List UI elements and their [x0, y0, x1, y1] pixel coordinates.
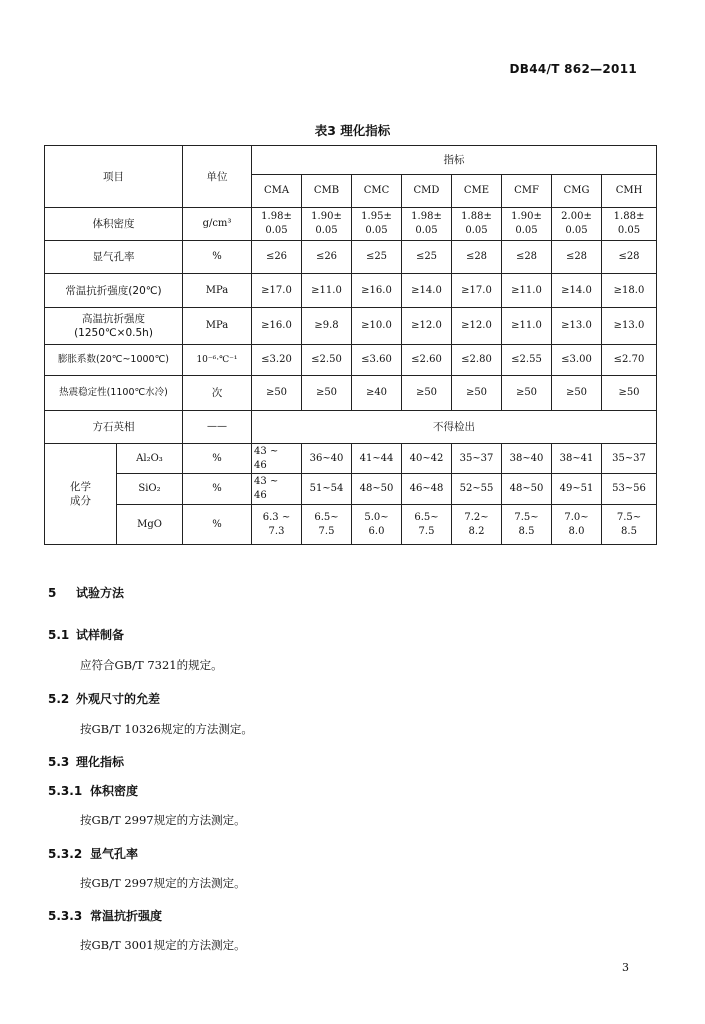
- standard-code: DB44/T 862—2011: [509, 62, 637, 76]
- row-value: ≥13.0: [552, 308, 602, 345]
- row-value: ≥50: [302, 376, 352, 411]
- section-number: 5.3: [48, 755, 70, 769]
- row-value: ≥50: [402, 376, 452, 411]
- section-title: 显气孔率: [90, 847, 139, 861]
- row-value: 51~54: [302, 474, 352, 505]
- table-row: [45, 376, 657, 411]
- table-row: [45, 208, 657, 241]
- table-header-row: [45, 146, 657, 175]
- section-5-2-heading: [48, 690, 160, 707]
- section-number: 5.2: [48, 692, 70, 706]
- row-value: ≥40: [352, 376, 402, 411]
- row-value: ≥50: [552, 376, 602, 411]
- table-row: [45, 345, 657, 376]
- row-value: ≤28: [602, 241, 657, 274]
- section-5-3-3-heading: [48, 907, 162, 924]
- row-value: ≥14.0: [402, 274, 452, 308]
- section-title: 理化指标: [76, 755, 125, 769]
- row-value: ≤3.60: [352, 345, 402, 376]
- row-value: ≤3.20: [252, 345, 302, 376]
- row-unit: %: [183, 241, 252, 274]
- row-value: 38~41: [552, 444, 602, 474]
- row-value: 6.5~ 7.5: [302, 505, 352, 545]
- row-value: ≥11.0: [302, 274, 352, 308]
- row-value: 38~40: [502, 444, 552, 474]
- table-row: [45, 474, 657, 505]
- section-5-3-2-heading: [48, 845, 138, 862]
- row-value: 2.00± 0.05: [552, 208, 602, 241]
- row-value: 36~40: [302, 444, 352, 474]
- row-value: ≥11.0: [502, 274, 552, 308]
- row-value: 40~42: [402, 444, 452, 474]
- section-number: 5.3.3: [48, 909, 83, 923]
- row-value: ≥14.0: [552, 274, 602, 308]
- row-value: ≤2.60: [402, 345, 452, 376]
- row-value: ≤25: [352, 241, 402, 274]
- section-5-3-1-heading: [48, 782, 138, 799]
- table-row: [45, 241, 657, 274]
- row-value: ≤28: [452, 241, 502, 274]
- row-name: 热震稳定性(1100℃水冷): [45, 376, 183, 411]
- table-row: [45, 274, 657, 308]
- row-value: ≤2.50: [302, 345, 352, 376]
- grade-header: CMF: [502, 175, 552, 208]
- section-number: 5.3.1: [48, 784, 83, 798]
- row-value: 46~48: [402, 474, 452, 505]
- page-number: 3: [622, 961, 629, 974]
- row-name: 高温抗折强度 (1250℃×0.5h): [45, 308, 183, 345]
- row-unit: ——: [183, 411, 252, 444]
- chem-label: 化学 成分: [45, 444, 117, 545]
- row-value: 1.98± 0.05: [402, 208, 452, 241]
- row-name: 常温抗折强度(20℃): [45, 274, 183, 308]
- section-number: 5.1: [48, 628, 70, 642]
- section-5-3-3-text: 按GB/T 3001规定的方法测定。: [80, 938, 246, 952]
- table-row: [45, 411, 657, 444]
- row-value: 5.0~ 6.0: [352, 505, 402, 545]
- section-title: 试验方法: [76, 586, 125, 600]
- row-name: 膨胀系数(20℃~1000℃): [45, 345, 183, 376]
- row-value: 53~56: [602, 474, 657, 505]
- row-value: 48~50: [502, 474, 552, 505]
- row-value: ≤26: [302, 241, 352, 274]
- row-value: 1.95± 0.05: [352, 208, 402, 241]
- grade-header: CMB: [302, 175, 352, 208]
- row-value: ≤2.70: [602, 345, 657, 376]
- row-value: ≤2.55: [502, 345, 552, 376]
- row-name: 体积密度: [45, 208, 183, 241]
- row-value: 6.5~ 7.5: [402, 505, 452, 545]
- row-unit: g/cm³: [183, 208, 252, 241]
- row-value: 43 ~ 46: [252, 474, 302, 505]
- header-unit: 单位: [183, 146, 252, 208]
- row-name: 显气孔率: [45, 241, 183, 274]
- table-row: [45, 444, 657, 474]
- section-number: 5: [48, 586, 57, 600]
- table-title: 表3 理化指标: [314, 123, 391, 138]
- row-value: ≥13.0: [602, 308, 657, 345]
- section-number: 5.3.2: [48, 847, 83, 861]
- row-value: ≤2.80: [452, 345, 502, 376]
- section-5-1-text: 应符合GB/T 7321的规定。: [80, 658, 223, 672]
- row-value: 1.88± 0.05: [602, 208, 657, 241]
- grade-header: CMG: [552, 175, 602, 208]
- row-value: 35~37: [452, 444, 502, 474]
- row-name: 方石英相: [45, 411, 183, 444]
- grade-header: CMD: [402, 175, 452, 208]
- row-unit: 10⁻⁶·℃⁻¹: [183, 345, 252, 376]
- section-title: 试样制备: [76, 628, 125, 642]
- row-value: ≥50: [502, 376, 552, 411]
- row-name: Al₂O₃: [117, 444, 183, 474]
- row-value: 7.0~ 8.0: [552, 505, 602, 545]
- row-value: ≥17.0: [452, 274, 502, 308]
- row-value: ≥9.8: [302, 308, 352, 345]
- section-5-3-2-text: 按GB/T 2997规定的方法测定。: [80, 876, 246, 890]
- row-value: 48~50: [352, 474, 402, 505]
- row-value: ≥50: [252, 376, 302, 411]
- row-name: MgO: [117, 505, 183, 545]
- row-name: SiO₂: [117, 474, 183, 505]
- row-value: ≥18.0: [602, 274, 657, 308]
- header-item: 项目: [45, 146, 183, 208]
- row-unit: %: [183, 505, 252, 545]
- row-value: 不得检出: [252, 411, 657, 444]
- row-value: 43 ~ 46: [252, 444, 302, 474]
- row-value: 7.5~ 8.5: [502, 505, 552, 545]
- grade-header: CMH: [602, 175, 657, 208]
- table-row: [45, 505, 657, 545]
- row-value: 1.90± 0.05: [502, 208, 552, 241]
- spec-table: [44, 145, 657, 545]
- row-unit: MPa: [183, 274, 252, 308]
- row-value: 7.2~ 8.2: [452, 505, 502, 545]
- section-5-3-heading: [48, 753, 124, 770]
- section-5-3-1-text: 按GB/T 2997规定的方法测定。: [80, 813, 246, 827]
- row-value: ≥50: [452, 376, 502, 411]
- row-value: 1.98± 0.05: [252, 208, 302, 241]
- row-value: 1.88± 0.05: [452, 208, 502, 241]
- row-value: ≤28: [552, 241, 602, 274]
- row-value: ≤3.00: [552, 345, 602, 376]
- row-value: 52~55: [452, 474, 502, 505]
- row-unit: %: [183, 444, 252, 474]
- row-value: ≥11.0: [502, 308, 552, 345]
- grade-header: CMA: [252, 175, 302, 208]
- row-value: ≥16.0: [352, 274, 402, 308]
- row-value: 35~37: [602, 444, 657, 474]
- row-value: ≤28: [502, 241, 552, 274]
- row-value: 6.3 ~ 7.3: [252, 505, 302, 545]
- row-unit: MPa: [183, 308, 252, 345]
- row-value: ≤26: [252, 241, 302, 274]
- section-5-heading: [48, 584, 124, 601]
- row-value: ≤25: [402, 241, 452, 274]
- row-value: ≥12.0: [452, 308, 502, 345]
- section-5-1-heading: [48, 626, 124, 643]
- row-value: 7.5~ 8.5: [602, 505, 657, 545]
- table-row: [45, 308, 657, 345]
- section-title: 常温抗折强度: [90, 909, 163, 923]
- row-unit: 次: [183, 376, 252, 411]
- grade-header: CMC: [352, 175, 402, 208]
- row-value: ≥12.0: [402, 308, 452, 345]
- row-value: 41~44: [352, 444, 402, 474]
- row-value: 49~51: [552, 474, 602, 505]
- header-index: 指标: [252, 146, 657, 175]
- row-value: 1.90± 0.05: [302, 208, 352, 241]
- grade-header: CME: [452, 175, 502, 208]
- row-unit: %: [183, 474, 252, 505]
- section-title: 外观尺寸的允差: [76, 692, 161, 706]
- section-title: 体积密度: [90, 784, 139, 798]
- row-value: ≥16.0: [252, 308, 302, 345]
- row-value: ≥50: [602, 376, 657, 411]
- section-5-2-text: 按GB/T 10326规定的方法测定。: [80, 722, 253, 736]
- row-value: ≥17.0: [252, 274, 302, 308]
- row-value: ≥10.0: [352, 308, 402, 345]
